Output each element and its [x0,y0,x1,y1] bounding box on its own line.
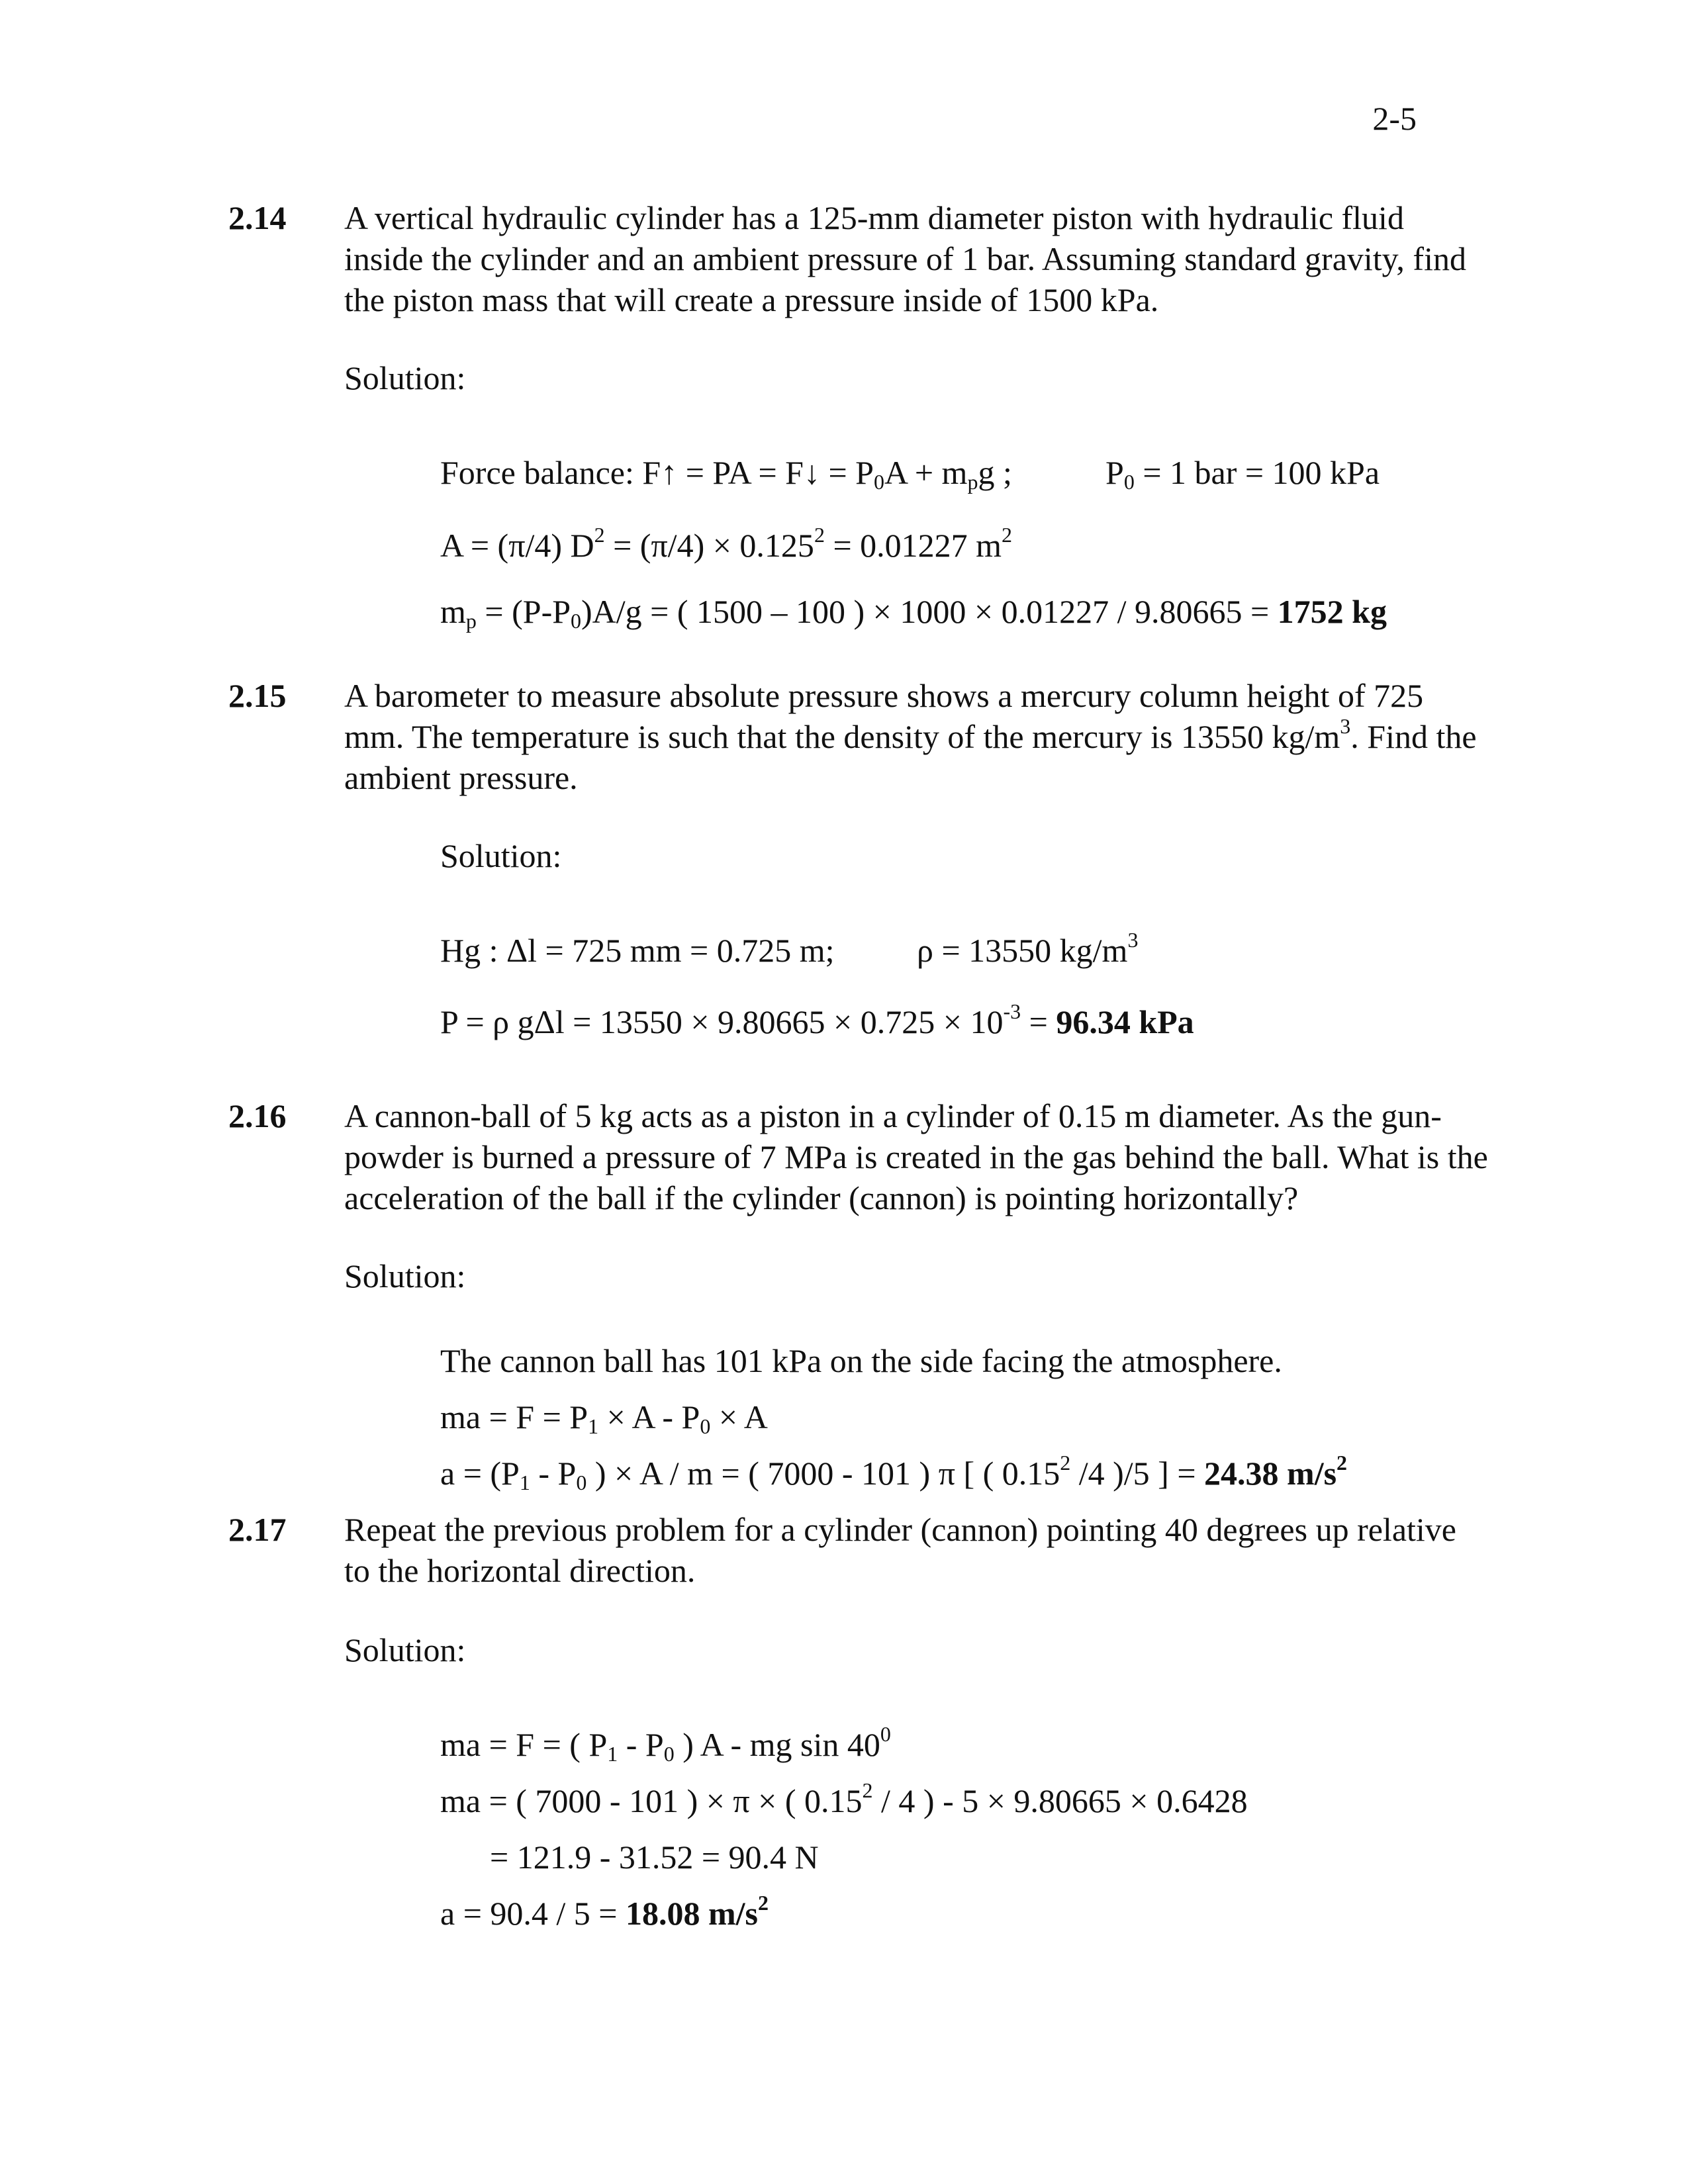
equation-density: ρ = 13550 $kg/m^3$ [917,928,1139,969]
equation-area: A = (π/4) $D^2 = (\pi/4) \times 0.125^2 = 0.01227$ $m^2$ [440,523,1013,564]
solution-line-4: a = 90.4 / 5 = 18.08 $m/s^2$ [440,1891,769,1932]
solution-label: Solution: [344,1631,466,1668]
page-number: 2-5 [1372,100,1417,137]
problem-number: 2.15 [228,677,287,714]
equation-piston-mass: $m_p = (P-P_0)A/g$ = ( 1500 – 100 ) × 1000 × 0.01227 / 9.80665 = 1752 kg [440,593,1387,633]
problem-statement: A barometer to measure absolute pressure shows a mercury column height of 725 mm. The temperature is such that the density of the mercury is 13550 $kg/m^3$. Find the ambient pressure. [344,677,1477,796]
solution-label: Solution: [440,837,562,874]
problem-number: 2.17 [228,1511,287,1548]
answer: 96.34 kPa [1056,1003,1194,1040]
solution-label: Solution: [344,359,466,396]
problem-statement: Repeat the previous problem for a cylinder (cannon) pointing 40 degrees up relative to the horizontal direction. [344,1511,1456,1589]
solution-line-2: ma = ( 7000 - 101 ) × π × ( 0.15$^2$ / 4 ) - 5 × 9.80665 × 0.6428 [440,1778,1248,1819]
equation-ambient-pressure: $P_0 = 1$ bar = 100 kPa [1105,454,1380,494]
equation-column-height: Hg : Δl = 725 mm = 0.725 m; [440,932,835,969]
problem-statement: A vertical hydraulic cylinder has a 125-mm diameter piston with hydraulic fluid inside the cylinder and an ambient pressure of 1 bar. Assuming standard gravity, find the piston mass that will create a pressure inside of 1500 kPa. [344,199,1466,318]
answer: 18.08 $m/s^2$ [625,1891,769,1932]
solution-label: Solution: [344,1257,466,1295]
answer: 24.38 $m/s^2$ [1204,1451,1348,1492]
equation-force-balance: Force balance: F↑ = PA = F↓ = $P_0A + m_pg$ ; [440,454,1012,494]
solution-line-1: The cannon ball has 101 kPa on the side facing the atmosphere. [440,1342,1282,1379]
problem-statement: A cannon-ball of 5 kg acts as a piston in a cylinder of 0.15 m diameter. As the gun-powder is burned a pressure of 7 MPa is created in the gas behind the ball. What is the acceleration of the ball if the cylinder (cannon) is pointing horizontally? [344,1097,1488,1216]
problem-number: 2.16 [228,1097,287,1134]
equation-pressure: P = ρ $g\Delta l = 13550 \times 9.80665 \times 0.725 \times 10^{-3} = 96.34$ kPa [440,999,1194,1040]
answer: 1752 kg [1277,593,1387,630]
solution-line-3: = 121.9 - 31.52 = 90.4 N [490,1839,819,1876]
solution-line-1: ma = F = ( $P_1 - P_0$ ) A - mg $\sin 40^0$ [440,1722,891,1766]
solution-line-3: $a = (P_1 - P_0$ ) × A / m = ( 7000 - 101 ) π [ ( 0.15$^2$ /4 )/5 ] = 24.38 $m/s^2$ [440,1451,1348,1494]
solution-line-2: ma = $F = P_1 \times A - P_0 \times A$ [440,1398,768,1438]
problem-number: 2.14 [228,199,287,236]
